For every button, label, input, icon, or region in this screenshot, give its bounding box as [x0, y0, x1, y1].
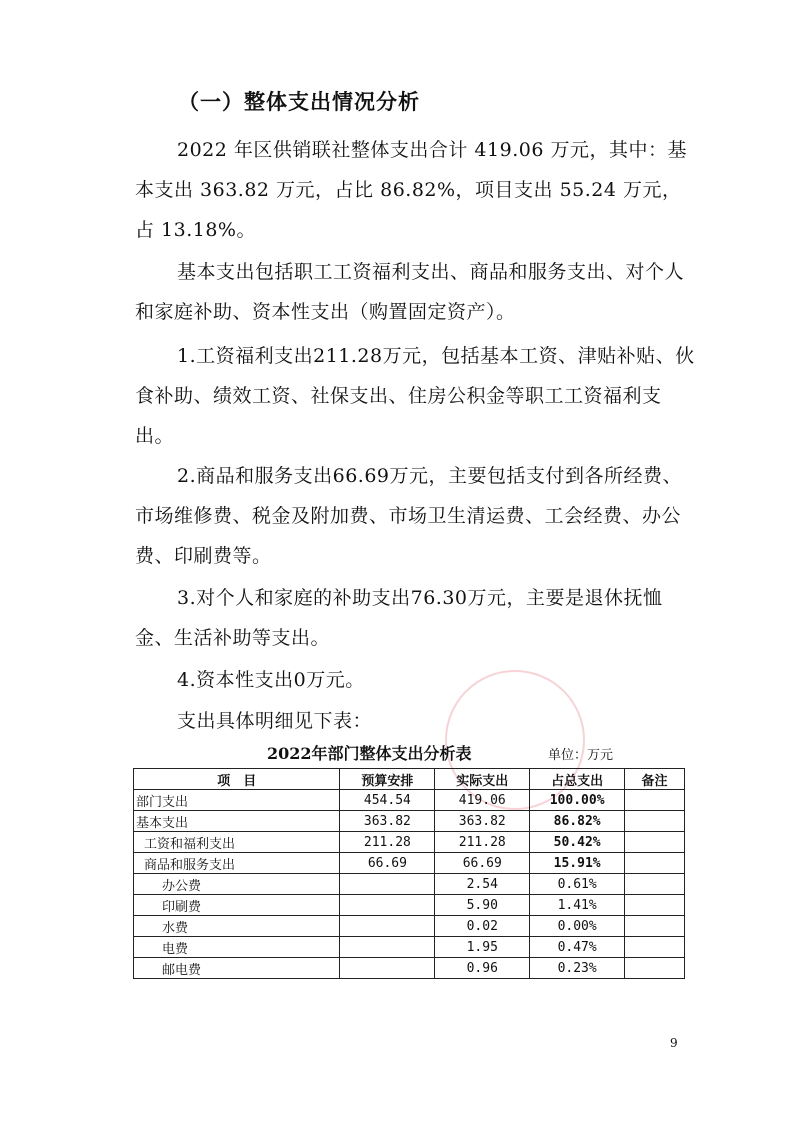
row-item: 水费 — [134, 916, 340, 937]
row-actual: 2.54 — [435, 874, 530, 895]
paragraph-goods-services: 2.商品和服务支出66.69万元，主要包括支付到各所经费、市场维修费、税金及附加费、市场卫生清运费、工会经费、办公费、印刷费等。 — [135, 465, 683, 567]
table-row — [134, 811, 685, 832]
table-row — [134, 937, 685, 958]
paragraph-subsidy: 3.对个人和家庭的补助支出76.30万元，主要是退休抚恤金、生活补助等支出。 — [135, 587, 663, 649]
paragraph-total-expense: 2022 年区供销联社整体支出合计 419.06 万元，其中：基本支出 363.82 万元，占比 86.82%，项目支出 55.24 万元，占 13.18%。 — [135, 139, 687, 241]
table-title: 2022年部门整体支出分析表 — [267, 744, 472, 763]
table-row — [134, 832, 685, 853]
row-note — [625, 811, 685, 832]
expense-analysis-table — [133, 768, 685, 979]
row-actual: 211.28 — [435, 832, 530, 853]
row-note — [625, 853, 685, 874]
row-share: 0.61% — [530, 874, 625, 895]
row-budget: 363.82 — [340, 811, 435, 832]
row-item: 基本支出 — [134, 811, 340, 832]
row-share: 0.00% — [530, 916, 625, 937]
paragraph-table-intro: 支出具体明细见下表： — [177, 710, 373, 732]
table-row — [134, 895, 685, 916]
header-note: 备注 — [625, 769, 685, 790]
row-share: 86.82% — [530, 811, 625, 832]
row-note — [625, 958, 685, 979]
row-actual: 0.02 — [435, 916, 530, 937]
table-unit: 单位：万元 — [548, 748, 614, 763]
table-row — [134, 874, 685, 895]
row-actual: 5.90 — [435, 895, 530, 916]
row-share: 0.47% — [530, 937, 625, 958]
header-share: 占总支出 — [530, 769, 625, 790]
row-item: 商品和服务支出 — [134, 853, 340, 874]
row-item: 印刷费 — [134, 895, 340, 916]
row-note — [625, 874, 685, 895]
row-note — [625, 790, 685, 811]
row-share: 1.41% — [530, 895, 625, 916]
row-note — [625, 832, 685, 853]
row-actual: 0.96 — [435, 958, 530, 979]
row-budget: 66.69 — [340, 853, 435, 874]
paragraph-basic-expense: 基本支出包括职工工资福利支出、商品和服务支出、对个人和家庭补助、资本性支出（购置固定资产）。 — [135, 261, 685, 323]
row-item: 部门支出 — [134, 790, 340, 811]
row-budget — [340, 958, 435, 979]
row-actual: 363.82 — [435, 811, 530, 832]
paragraph-salary-expense: 1.工资福利支出211.28万元，包括基本工资、津贴补贴、伙食补助、绩效工资、社保支出、住房公积金等职工工资福利支出。 — [135, 345, 695, 447]
row-share: 100.00% — [530, 790, 625, 811]
table-row — [134, 853, 685, 874]
row-note — [625, 916, 685, 937]
section-heading: （一）整体支出情况分析 — [178, 90, 420, 114]
paragraph-capital: 4.资本性支出0万元。 — [177, 669, 365, 691]
row-item: 办公费 — [134, 874, 340, 895]
row-budget: 211.28 — [340, 832, 435, 853]
header-budget: 预算安排 — [340, 769, 435, 790]
row-budget — [340, 916, 435, 937]
table-row — [134, 790, 685, 811]
row-share: 50.42% — [530, 832, 625, 853]
row-note — [625, 937, 685, 958]
page-number: 9 — [670, 1036, 678, 1050]
row-actual: 419.06 — [435, 790, 530, 811]
row-actual: 66.69 — [435, 853, 530, 874]
row-share: 15.91% — [530, 853, 625, 874]
row-item: 电费 — [134, 937, 340, 958]
table-header-row — [134, 769, 685, 790]
row-share: 0.23% — [530, 958, 625, 979]
table-row — [134, 916, 685, 937]
row-actual: 1.95 — [435, 937, 530, 958]
row-note — [625, 895, 685, 916]
row-budget — [340, 895, 435, 916]
row-budget — [340, 937, 435, 958]
row-item: 邮电费 — [134, 958, 340, 979]
row-item: 工资和福利支出 — [134, 832, 340, 853]
table-row — [134, 958, 685, 979]
row-budget — [340, 874, 435, 895]
header-actual: 实际支出 — [435, 769, 530, 790]
row-budget: 454.54 — [340, 790, 435, 811]
header-item: 项 目 — [134, 769, 340, 790]
